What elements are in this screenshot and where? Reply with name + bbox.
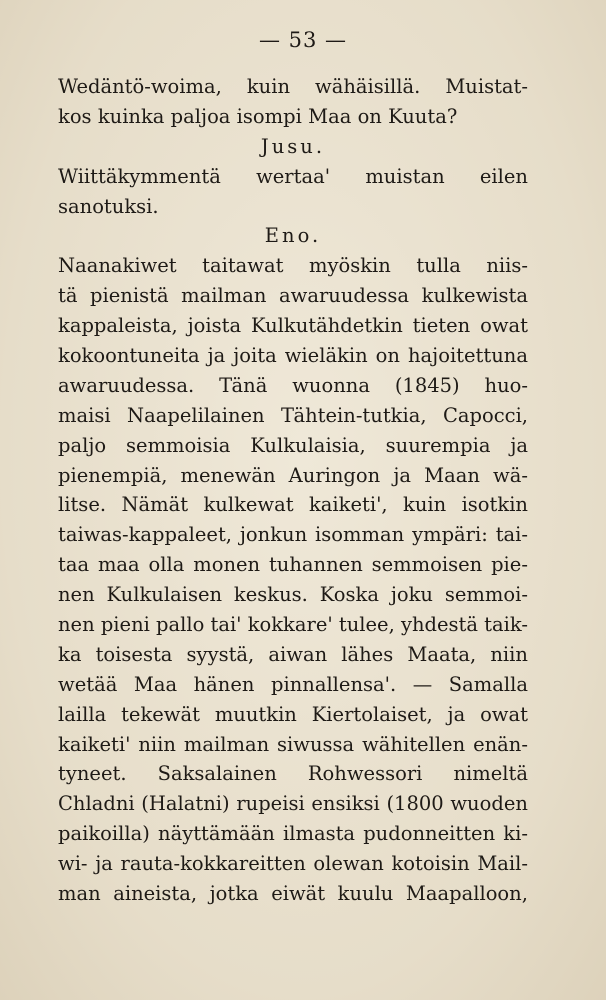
word: kaiketi' (58, 732, 131, 756)
word: kappaleista, (58, 314, 178, 338)
speaker-heading (58, 132, 528, 162)
word: Maapalloon, (405, 882, 528, 906)
word: yhdestä (400, 613, 479, 637)
word: semmoisen (371, 553, 483, 577)
word: litse. (58, 493, 107, 517)
word: monen (193, 553, 261, 577)
word: ja (207, 344, 226, 368)
text-line (58, 490, 528, 520)
word: eiwät (271, 882, 326, 906)
word: menewän (180, 463, 276, 487)
word: ka (58, 642, 82, 666)
word: wetää (58, 672, 118, 696)
word: ilmasta (282, 822, 356, 846)
word: awaruudessa (279, 284, 410, 308)
word: kuin (403, 493, 447, 517)
text-line (58, 550, 528, 580)
word: taiwas-kappaleet, (58, 523, 232, 547)
word: Eno. (264, 224, 322, 248)
word: aiwan (268, 642, 328, 666)
word: Maata, (407, 642, 477, 666)
word: Naanakiwet (58, 254, 177, 278)
word: wieläkin (284, 344, 368, 368)
word: Tänä (219, 373, 268, 397)
word: aineista, (113, 882, 198, 906)
text-line (58, 670, 528, 700)
text-line (58, 431, 528, 461)
word: kokoontuneita (58, 344, 200, 368)
word: Nämät (121, 493, 189, 517)
word: Chladni (58, 792, 135, 816)
word: taik- (484, 613, 528, 637)
word: rauta-kokkareitten (120, 852, 306, 876)
word: niin (490, 642, 528, 666)
text-line (58, 789, 528, 819)
text-line (58, 461, 528, 491)
word: semmoisia (126, 433, 231, 457)
word: sanotuksi. (58, 194, 159, 218)
text-line (58, 610, 528, 640)
word: wähitellen (362, 732, 466, 756)
word: lähes (341, 642, 394, 666)
word: lailla (58, 702, 107, 726)
word: Samalla (448, 672, 528, 696)
word: kaiketi', (308, 493, 388, 517)
word: isomman (315, 523, 405, 547)
word: wuoden (450, 792, 528, 816)
text-line (58, 640, 528, 670)
word: (1845) (394, 373, 460, 397)
word: — (412, 672, 433, 696)
word: kulkewista (421, 284, 528, 308)
word: semmoi- (444, 583, 528, 607)
text-line (58, 371, 528, 401)
word: jotka (209, 882, 259, 906)
word: kuin (246, 75, 290, 98)
word: pienempiä, (58, 463, 168, 487)
word: muutkin (214, 702, 297, 726)
word: näyttämään (158, 822, 275, 846)
word: pudonneitten (363, 822, 496, 846)
word: paikoilla) (58, 822, 150, 846)
word: Wedäntö-woima, (58, 75, 222, 98)
word: joita (233, 344, 277, 368)
word: nen (58, 613, 95, 637)
word: tä (58, 284, 78, 308)
word: ki- (503, 822, 528, 846)
text-line (58, 580, 528, 610)
text-line (58, 192, 528, 222)
word: Jusu. (260, 134, 326, 158)
word: hajoitettuna (407, 344, 528, 368)
word: maa (97, 553, 140, 577)
word: tulee, (338, 613, 395, 637)
word: kotoisin (391, 852, 470, 876)
word: awaruudessa. (58, 373, 195, 397)
word: wä- (493, 463, 528, 487)
word: olla (148, 553, 185, 577)
word: ja (447, 702, 466, 726)
word: myöskin (308, 254, 391, 278)
word: Wiittäkymmentä (58, 164, 221, 188)
word: pinnallensa'. (270, 672, 397, 696)
speaker-heading (58, 221, 528, 251)
word: niis- (486, 254, 528, 278)
word: wi- (58, 852, 88, 876)
text-line (58, 401, 528, 431)
text-line (58, 520, 528, 550)
word: pie- (491, 553, 528, 577)
text-line (58, 162, 528, 192)
word: jonkun (239, 523, 308, 547)
word: olewan (313, 852, 384, 876)
word: kulkewat (203, 493, 294, 517)
word: nimeltä (453, 762, 528, 786)
word: Kiertolaiset, (311, 702, 433, 726)
word: toisesta (95, 642, 173, 666)
word: Saksalainen (157, 762, 277, 786)
word: (Halatni) (141, 792, 230, 816)
word: Auringon (288, 463, 381, 487)
word: paljo (58, 433, 107, 457)
word: tai- (495, 523, 528, 547)
word: joku (390, 583, 433, 607)
word: maisi (58, 403, 111, 427)
word: wuonna (292, 373, 370, 397)
word: mailman (183, 732, 270, 756)
word: Muistat- (445, 75, 528, 98)
word: (1800 (386, 792, 444, 816)
word: Kulkutähdetkin (250, 314, 403, 338)
word: tuhannen (268, 553, 363, 577)
word: joista (187, 314, 242, 338)
word: Kulkulaisia, (250, 433, 366, 457)
word: enän- (473, 732, 528, 756)
word: Mail- (477, 852, 528, 876)
text-line (58, 311, 528, 341)
word: Kulkulaisen (106, 583, 223, 607)
word: on (375, 344, 400, 368)
text-line (58, 879, 528, 909)
page-number: — 53 — (258, 28, 348, 52)
text-line (58, 102, 528, 132)
word: kuinka (97, 104, 165, 128)
word: nen (58, 583, 95, 607)
word: isotkin (461, 493, 528, 517)
word: owat (480, 314, 528, 338)
word: Naapelilainen (127, 403, 265, 427)
word: man (58, 882, 101, 906)
word: taa (58, 553, 90, 577)
word: Koska (319, 583, 379, 607)
text-line (58, 849, 528, 879)
word: ja (95, 852, 113, 876)
word: wähäisillä. (315, 75, 421, 98)
word: huo- (484, 373, 528, 397)
word: suurempia (385, 433, 491, 457)
text-line (58, 730, 528, 760)
word: ja (393, 463, 412, 487)
word: pieni (100, 613, 150, 637)
word: taitawat (202, 254, 284, 278)
word: Maa (308, 104, 352, 128)
word: wertaa' (256, 164, 331, 188)
word: Kuuta? (388, 104, 458, 128)
word: rupeisi (236, 792, 305, 816)
word: keskus. (233, 583, 308, 607)
text-line (58, 700, 528, 730)
word: niin (138, 732, 176, 756)
word: ensiksi (311, 792, 380, 816)
word: owat (480, 702, 528, 726)
word: muistan (365, 164, 445, 188)
word: hänen (193, 672, 255, 696)
word: isompi (236, 104, 302, 128)
text-line (58, 759, 528, 789)
word: kuulu (337, 882, 394, 906)
word: ja (510, 433, 528, 457)
word: tulla (416, 254, 461, 278)
text-line (58, 341, 528, 371)
word: kokkare' (247, 613, 333, 637)
word: Maan (424, 463, 480, 487)
word: pienistä (90, 284, 169, 308)
word: tieten (412, 314, 471, 338)
word: tai' (210, 613, 242, 637)
word: eilen (479, 164, 528, 188)
text-line (58, 72, 528, 102)
word: syystä, (186, 642, 255, 666)
word: Maa (133, 672, 178, 696)
text-line (58, 251, 528, 281)
word: Tähtein-tutkia, (281, 403, 427, 427)
word: Rohwessori (307, 762, 423, 786)
text-line (58, 281, 528, 311)
word: paljoa (170, 104, 231, 128)
word: tyneet. (58, 762, 127, 786)
word: on (357, 104, 382, 128)
word: ympäri: (412, 523, 488, 547)
word: tekewät (121, 702, 200, 726)
word: kos (58, 104, 92, 128)
word: siwussa (277, 732, 355, 756)
word: Capocci, (442, 403, 528, 427)
text-line (58, 819, 528, 849)
word: pallo (156, 613, 205, 637)
word: mailman (181, 284, 267, 308)
body-text (58, 72, 528, 909)
